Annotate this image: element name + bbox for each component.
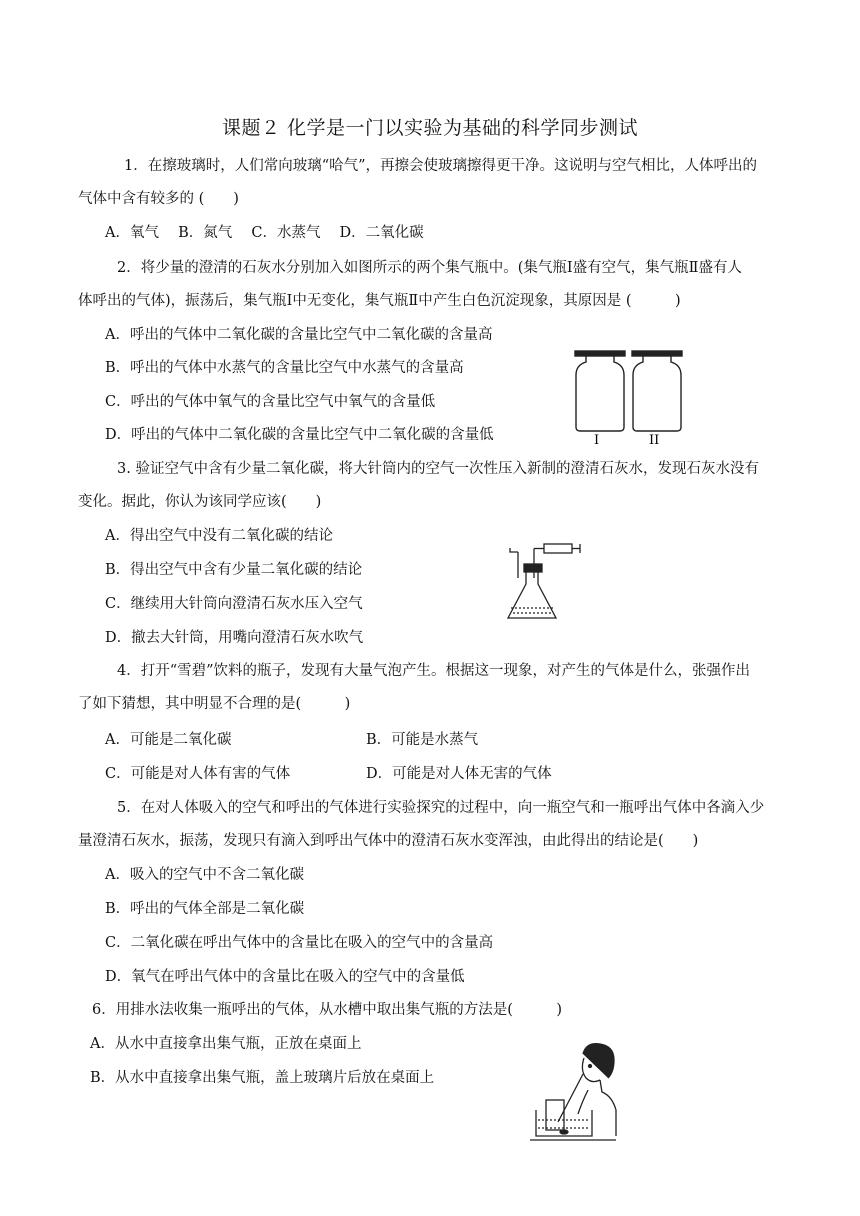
q1-options: A．氧气 B．氮气 C．水蒸气 D．二氧化碳 bbox=[105, 225, 424, 241]
gas-bottle-2 bbox=[632, 351, 682, 431]
gas-bottles-figure bbox=[566, 345, 706, 447]
bottle-label-1: I bbox=[594, 433, 600, 447]
q5-option-a: A．吸入的空气中不含二氧化碳 bbox=[105, 867, 304, 883]
q2-stem-line2: 体呼出的气体)，振荡后，集气瓶Ⅰ中无变化，集气瓶Ⅱ中产生白色沉淀现象，其原因是 ( ) bbox=[78, 293, 681, 309]
person-icon bbox=[578, 1044, 616, 1136]
q1-stem-line1: 1．在擦玻璃时，人们常向玻璃“哈气”，再擦会使玻璃擦得更干净。这说明与空气相比，人体呼出的 bbox=[124, 158, 758, 174]
q6-option-a: A．从水中直接拿出集气瓶，正放在桌面上 bbox=[90, 1036, 362, 1052]
q2-option-a: A．呼出的气体中二氧化碳的含量比空气中二氧化碳的含量高 bbox=[105, 327, 493, 343]
q3-stem-line1: 3. 验证空气中含有少量二氧化碳，将大针筒内的空气一次性压入新制的澄清石灰水，发现石灰水没有 bbox=[117, 461, 759, 477]
bottle-label-2: II bbox=[649, 433, 660, 447]
q3-stem-line2: 变化。据此，你认为该同学应该( ) bbox=[78, 494, 322, 510]
q6-option-b: B．从水中直接拿出集气瓶，盖上玻璃片后放在桌面上 bbox=[90, 1070, 435, 1086]
q5-option-d: D．氧气在呼出气体中的含量比在吸入的空气中的含量低 bbox=[105, 969, 465, 985]
q3-option-a: A．得出空气中没有二氧化碳的结论 bbox=[105, 528, 333, 544]
q1-stem-line2: 气体中含有较多的 ( ) bbox=[78, 191, 239, 207]
q4-option-a: A．可能是二氧化碳 bbox=[105, 732, 232, 748]
q4-stem-line2: 了如下猜想，其中明显不合理的是( ) bbox=[78, 696, 351, 712]
page-title: 课题２ 化学是一门以实验为基础的科学同步测试 bbox=[221, 117, 639, 139]
q5-option-b: B．呼出的气体全部是二氧化碳 bbox=[105, 901, 305, 917]
q3-option-b: B．得出空气中含有少量二氧化碳的结论 bbox=[105, 562, 363, 578]
q4-option-b: B．可能是水蒸气 bbox=[366, 732, 479, 748]
q2-option-d: D．呼出的气体中二氧化碳的含量比空气中二氧化碳的含量低 bbox=[105, 427, 494, 443]
person-blowing-figure bbox=[528, 1040, 620, 1144]
q2-stem-line1: 2．将少量的澄清的石灰水分别加入如图所示的两个集气瓶中。(集气瓶Ⅰ盛有空气，集气瓶Ⅱ盛有人 bbox=[117, 260, 742, 276]
q5-stem-line1: 5．在对人体吸入的空气和呼出的气体进行实验探究的过程中，向一瓶空气和一瓶呼出气体中各滴入少 bbox=[117, 800, 765, 816]
syringe-flask-figure bbox=[500, 538, 590, 628]
q3-option-c: C．继续用大针筒向澄清石灰水压入空气 bbox=[105, 596, 363, 612]
q6-stem-line1: 6．用排水法收集一瓶呼出的气体，从水槽中取出集气瓶的方法是( ) bbox=[92, 1002, 563, 1018]
syringe-icon bbox=[534, 544, 580, 553]
gas-bottle-1 bbox=[575, 351, 625, 431]
q4-option-d: D．可能是对人体无害的气体 bbox=[366, 766, 552, 782]
q2-option-b: B．呼出的气体中水蒸气的含量比空气中水蒸气的含量高 bbox=[105, 360, 464, 376]
q2-option-c: C．呼出的气体中氧气的含量比空气中氧气的含量低 bbox=[105, 394, 436, 410]
q5-stem-line2: 量澄清石灰水，振荡，发现只有滴入到呼出气体中的澄清石灰水变浑浊，由此得出的结论是( ) bbox=[78, 833, 699, 849]
q5-option-c: C．二氧化碳在呼出气体中的含量比在吸入的空气中的含量高 bbox=[105, 935, 494, 951]
q4-option-c: C．可能是对人体有害的气体 bbox=[105, 766, 291, 782]
flask-icon bbox=[508, 572, 556, 618]
water-trough-icon bbox=[536, 1100, 592, 1136]
q4-stem-line1: 4．打开“雪碧”饮料的瓶子，发现有大量气泡产生。根据这一现象，对产生的气体是什么，张强作出 bbox=[117, 663, 751, 679]
q3-option-d: D．撤去大针筒，用嘴向澄清石灰水吹气 bbox=[105, 630, 364, 646]
